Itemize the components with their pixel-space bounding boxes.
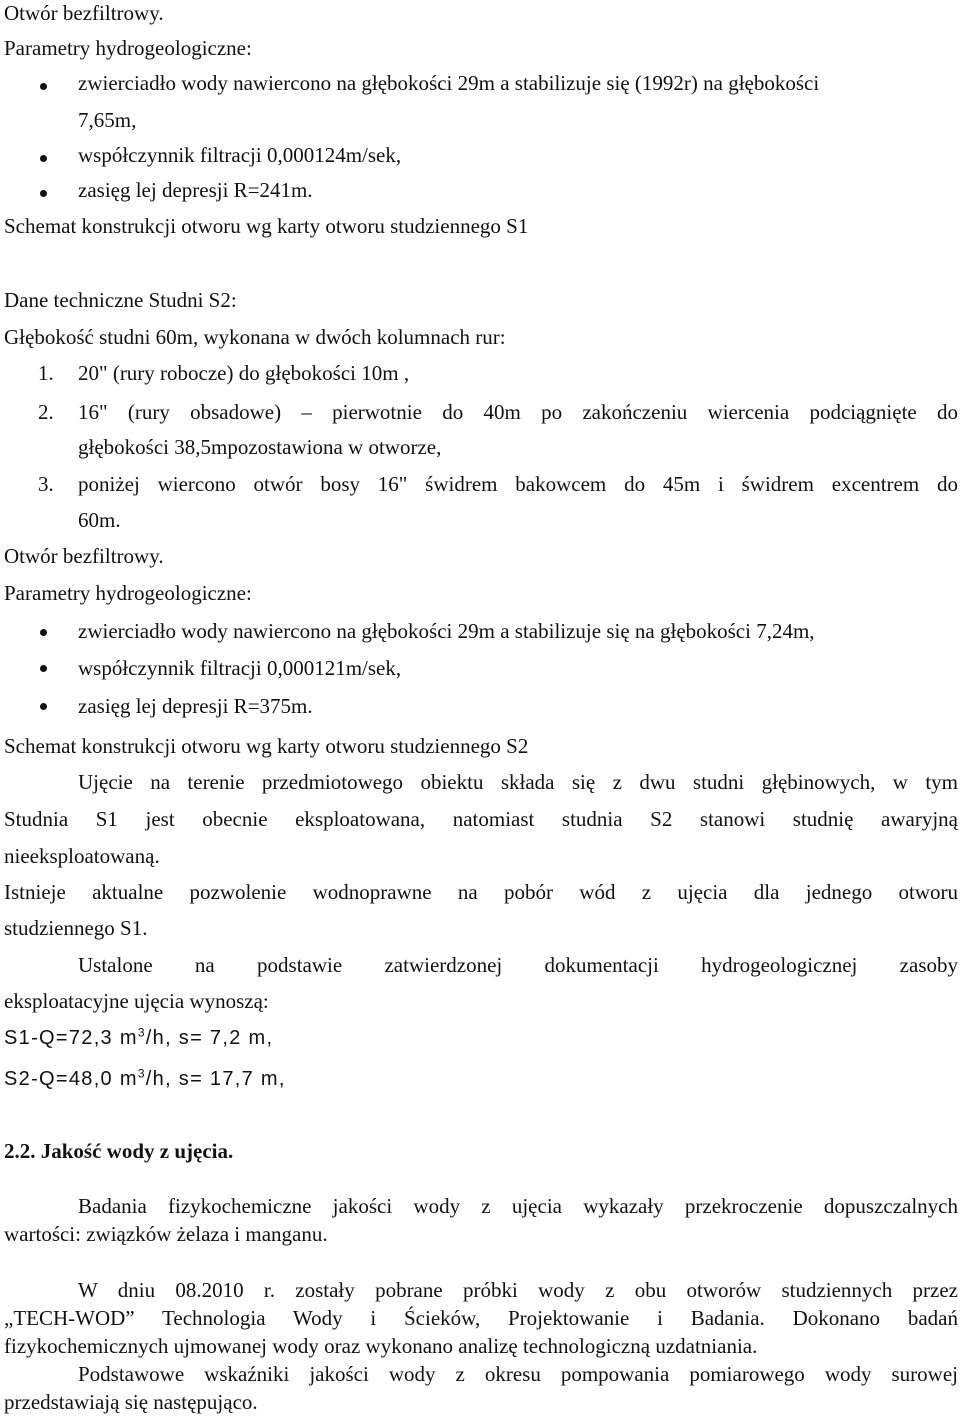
bullet-icon	[40, 629, 47, 636]
s2-well-type: Otwór bezfiltrowy.	[4, 544, 164, 568]
quality-para-2-line-3: fizykochemicznych ujmowanej wody oraz wykonano analizę technologiczną uzdatniania.	[4, 1334, 758, 1358]
s2-bullet-3: zasięg lej depresji R=375m.	[78, 694, 313, 718]
bullet-icon	[40, 155, 47, 162]
intake-para-1-line-2: Studnia S1 jest obecnie eksploatowana, natomiast studnia S2 stanowi studnię awaryjną	[4, 807, 958, 831]
s2-item-3-cont: 60m.	[78, 508, 121, 532]
s1-bullet-2: współczynnik filtracji 0,000124m/sek,	[78, 143, 402, 167]
quality-para-3-line-1: Podstawowe wskaźniki jakości wody z okresu pompowania pomiarowego wody surowej	[78, 1362, 958, 1386]
s2-bullet-2: współczynnik filtracji 0,000121m/sek,	[78, 656, 402, 680]
s2-heading: Dane techniczne Studni S2:	[4, 288, 237, 312]
s2-item-2-cont: głębokości 38,5mpozostawiona w otworze,	[78, 435, 442, 459]
intake-para-1-line-1: Ujęcie na terenie przedmiotowego obiektu składa się z dwu studni głębinowych, w tym	[78, 770, 958, 794]
s1-well-type: Otwór bezfiltrowy.	[4, 1, 164, 25]
s2-item-1-text: 20" (rury robocze) do głębokości 10m ,	[78, 361, 410, 385]
s1-bullet-3: zasięg lej depresji R=241m.	[78, 178, 313, 202]
bullet-icon	[40, 190, 47, 197]
s2-item-3-text: poniżej wiercono otwór bosy 16" świdrem bakowcem do 45m i świdrem excentrem do	[78, 472, 958, 496]
bullet-icon	[40, 665, 47, 672]
resource-s1: S1-Q=72,3 $m^3/h$, s= 7,2 m,	[4, 1025, 274, 1049]
resources-para-line-1: Ustalone na podstawie zatwierdzonej dokumentacji hydrogeologicznej zasoby	[78, 953, 958, 977]
intake-para-1-line-3: nieeksploatowaną.	[4, 844, 160, 868]
resources-para-line-2: eksploatacyjne ujęcia wynoszą:	[4, 989, 269, 1013]
bullet-icon	[40, 703, 47, 710]
s2-params-heading: Parametry hydrogeologiczne:	[4, 581, 252, 605]
s2-depth: Głębokość studni 60m, wykonana w dwóch kolumnach rur:	[4, 325, 506, 349]
permit-para-line-1: Istnieje aktualne pozwolenie wodnoprawne na pobór wód z ujęcia dla jednego otworu	[4, 880, 958, 904]
s2-bullet-1: zwierciadło wody nawiercono na głębokości 29m a stabilizuje się na głębokości 7,24m,	[78, 619, 815, 643]
quality-para-1-line-1: Badania fizykochemiczne jakości wody z ujęcia wykazały przekroczenie dopuszczalnych	[78, 1194, 958, 1218]
bullet-icon	[40, 83, 47, 90]
s2-item-1-num: 1.	[38, 361, 54, 385]
section-heading: 2.2. Jakość wody z ujęcia.	[4, 1139, 234, 1163]
s2-item-3-num: 3.	[38, 472, 54, 496]
quality-para-1-line-2: wartości: związków żelaza i manganu.	[4, 1222, 328, 1246]
s2-item-2-num: 2.	[38, 400, 54, 424]
s2-scheme: Schemat konstrukcji otworu wg karty otworu studziennego S2	[4, 734, 529, 758]
quality-para-2-line-1: W dniu 08.2010 r. zostały pobrane próbki wody z obu otworów studziennych przez	[78, 1278, 958, 1302]
quality-para-2-line-2: „TECH-WOD” Technologia Wody i Ścieków, Projektowanie i Badania. Dokonano badań	[4, 1306, 958, 1330]
resource-s2: S2-Q=48,0 $m^3/h$, s= 17,7 m,	[4, 1066, 286, 1090]
s1-bullet-1: zwierciadło wody nawiercono na głębokości 29m a stabilizuje się (1992r) na głębokości	[78, 71, 820, 95]
s1-bullet-1-cont: 7,65m,	[78, 108, 137, 132]
permit-para-line-2: studziennego S1.	[4, 916, 148, 940]
s2-item-2-text: 16" (rury obsadowe) – pierwotnie do 40m po zakończeniu wiercenia podciągnięte do	[78, 400, 958, 424]
quality-para-3-line-2: przedstawiają się następująco.	[4, 1390, 258, 1414]
s1-scheme: Schemat konstrukcji otworu wg karty otworu studziennego S1	[4, 214, 529, 238]
s1-params-heading: Parametry hydrogeologiczne:	[4, 36, 252, 60]
